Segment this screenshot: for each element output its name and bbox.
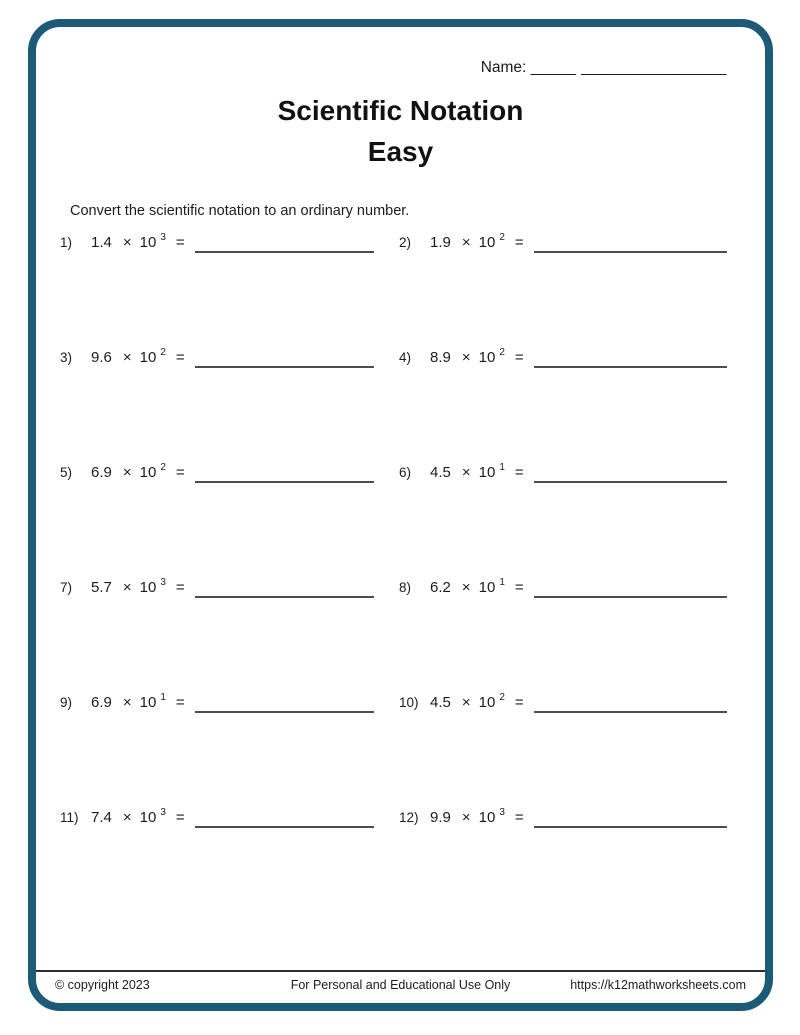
equals-sign: = [175, 234, 185, 251]
answer-blank[interactable] [195, 481, 374, 483]
usage-text: For Personal and Educational Use Only [290, 978, 511, 992]
coefficient: 5.7 [91, 579, 112, 596]
problem-1 [60, 234, 399, 251]
power-of-ten: 10 $^2$ [139, 347, 166, 366]
problem-number: 12) [399, 810, 419, 825]
coefficient: 9.6 [91, 349, 112, 366]
problem-4 [399, 349, 727, 366]
title-line-2: Easy [367, 136, 434, 167]
exponent: 2 [499, 347, 505, 358]
equals-sign: = [175, 694, 185, 711]
multiplication-sign: × [461, 234, 471, 251]
problem-9 [60, 694, 399, 711]
exponent: 1 [499, 462, 505, 473]
problem-number: 10) [399, 695, 419, 710]
equals-sign: = [175, 464, 185, 481]
problems-grid [36, 234, 765, 924]
footer [36, 970, 765, 992]
answer-blank[interactable] [195, 711, 374, 713]
problem-number: 6) [399, 465, 412, 480]
multiplication-sign: × [122, 694, 132, 711]
power-of-ten: 10 $^3$ [478, 807, 505, 826]
problem-11 [60, 809, 399, 826]
multiplication-sign: × [122, 579, 132, 596]
problem-10 [399, 694, 727, 711]
exponent: 2 [160, 347, 166, 358]
power-of-ten: 10 $^2$ [478, 692, 505, 711]
power-of-ten: 10 $^3$ [139, 577, 166, 596]
equals-sign: = [514, 234, 524, 251]
power-of-ten: 10 $^2$ [478, 232, 505, 251]
exponent: 3 [160, 577, 166, 588]
answer-blank[interactable] [195, 366, 374, 368]
problem-6 [399, 464, 727, 481]
problem-number: 4) [399, 350, 412, 365]
answer-blank[interactable] [534, 251, 727, 253]
footer-text-row [36, 972, 765, 992]
name-row [36, 59, 765, 77]
exponent: 1 [499, 577, 505, 588]
coefficient: 1.9 [430, 234, 451, 251]
coefficient: 1.4 [91, 234, 112, 251]
name-blank-line[interactable]: _____ ________________ [530, 59, 727, 76]
problem-2 [399, 234, 727, 251]
coefficient: 4.5 [430, 694, 451, 711]
exponent: 3 [160, 807, 166, 818]
website-link[interactable]: https://k12mathworksheets.com [570, 978, 746, 992]
worksheet-title [36, 90, 765, 172]
exponent: 1 [160, 692, 166, 703]
multiplication-sign: × [122, 464, 132, 481]
equals-sign: = [514, 349, 524, 366]
exponent: 3 [160, 232, 166, 243]
multiplication-sign: × [461, 694, 471, 711]
equals-sign: = [175, 809, 185, 826]
power-of-ten: 10 $^1$ [139, 692, 166, 711]
answer-blank[interactable] [195, 251, 374, 253]
multiplication-sign: × [461, 349, 471, 366]
problem-number: 8) [399, 580, 412, 595]
multiplication-sign: × [461, 579, 471, 596]
problem-12 [399, 809, 727, 826]
answer-blank[interactable] [534, 366, 727, 368]
answer-blank[interactable] [195, 596, 374, 598]
exponent: 3 [499, 807, 505, 818]
power-of-ten: 10 $^3$ [139, 807, 166, 826]
answer-blank[interactable] [195, 826, 374, 828]
answer-blank[interactable] [534, 711, 727, 713]
power-of-ten: 10 $^1$ [478, 462, 505, 481]
answer-blank[interactable] [534, 826, 727, 828]
instruction-text: Convert the scientific notation to an ordinary number. [70, 203, 410, 219]
exponent: 2 [160, 462, 166, 473]
worksheet-border [28, 19, 773, 1011]
multiplication-sign: × [122, 234, 132, 251]
coefficient: 6.9 [91, 694, 112, 711]
coefficient: 4.5 [430, 464, 451, 481]
power-of-ten: 10 $^2$ [478, 347, 505, 366]
name-label: Name: [480, 59, 527, 76]
equals-sign: = [514, 579, 524, 596]
problem-number: 7) [60, 580, 73, 595]
problem-5 [60, 464, 399, 481]
exponent: 2 [499, 692, 505, 703]
problem-number: 11) [60, 810, 79, 825]
coefficient: 8.9 [430, 349, 451, 366]
coefficient: 6.9 [91, 464, 112, 481]
problem-number: 3) [60, 350, 73, 365]
problem-number: 1) [60, 235, 73, 250]
problem-7 [60, 579, 399, 596]
problem-number: 9) [60, 695, 73, 710]
equals-sign: = [514, 809, 524, 826]
problem-8 [399, 579, 727, 596]
coefficient: 7.4 [91, 809, 112, 826]
multiplication-sign: × [122, 349, 132, 366]
title-line-1: Scientific Notation [277, 95, 524, 126]
multiplication-sign: × [461, 809, 471, 826]
power-of-ten: 10 $^2$ [139, 462, 166, 481]
problem-3 [60, 349, 399, 366]
answer-blank[interactable] [534, 596, 727, 598]
equals-sign: = [175, 349, 185, 366]
coefficient: 6.2 [430, 579, 451, 596]
equals-sign: = [175, 579, 185, 596]
power-of-ten: 10 $^3$ [139, 232, 166, 251]
multiplication-sign: × [122, 809, 132, 826]
equals-sign: = [514, 464, 524, 481]
power-of-ten: 10 $^1$ [478, 577, 505, 596]
coefficient: 9.9 [430, 809, 451, 826]
problem-number: 5) [60, 465, 73, 480]
answer-blank[interactable] [534, 481, 727, 483]
multiplication-sign: × [461, 464, 471, 481]
exponent: 2 [499, 232, 505, 243]
copyright-text: © copyright 2023 [55, 978, 150, 992]
problem-number: 2) [399, 235, 412, 250]
equals-sign: = [514, 694, 524, 711]
